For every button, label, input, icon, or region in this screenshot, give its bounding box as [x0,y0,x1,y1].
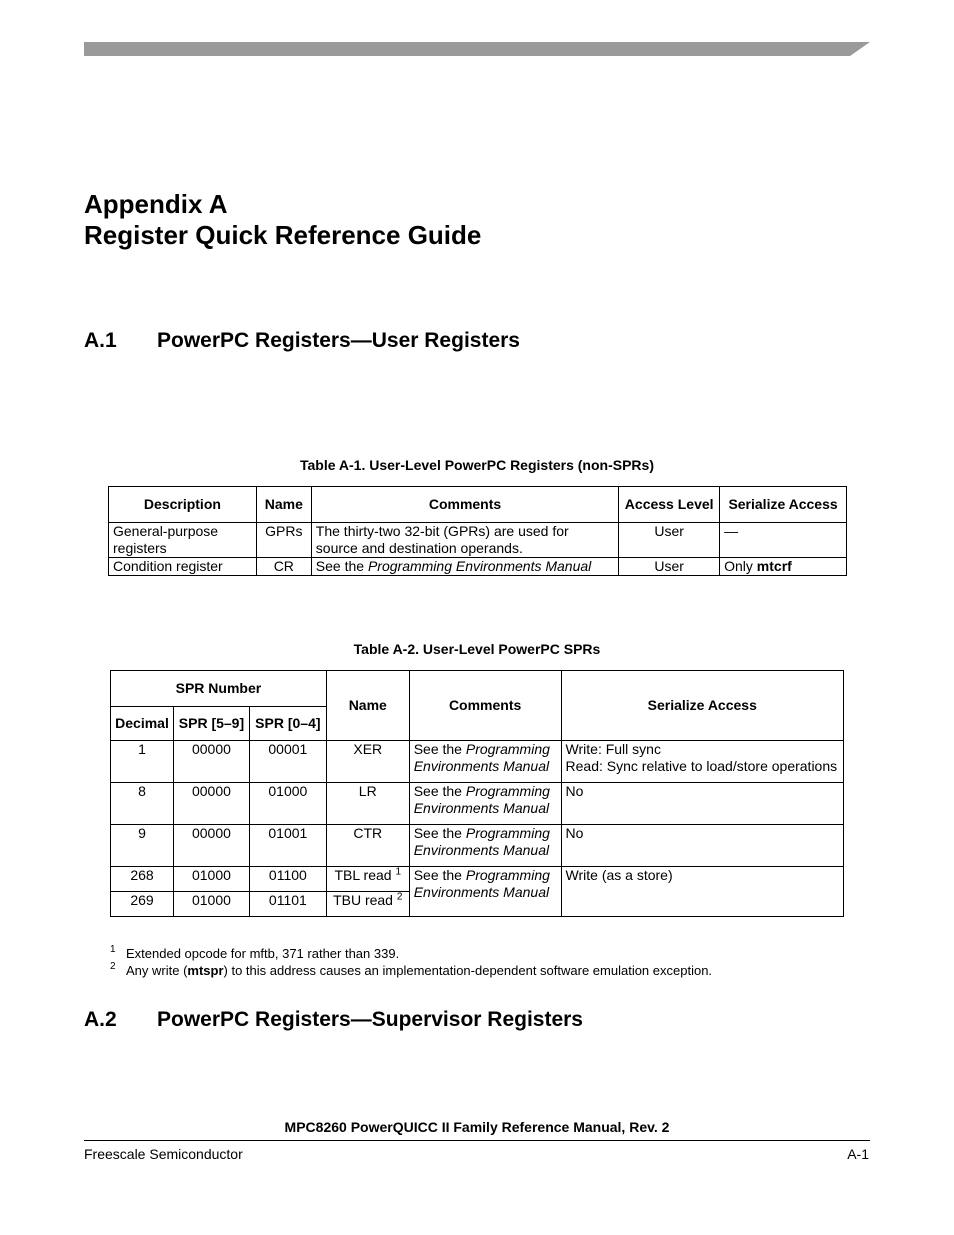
table-row [111,741,844,783]
appendix-heading: Register Quick Reference Guide [84,220,482,250]
company-name: Freescale Semiconductor [84,1146,243,1162]
manual-reference: Programming [465,783,550,799]
table1-caption: Table A-1. User-Level PowerPC Registers (non-SPRs) [300,457,654,473]
footnote-text: ) to this address causes an implementation-dependent software emulation exception. [223,963,713,978]
manual-reference: Programming [465,741,550,757]
table-user-sprs [110,670,844,917]
col-header: Comments [311,487,618,523]
cell-name: XER [326,741,409,783]
cell-name [326,867,409,892]
page-number: A-1 [847,1146,869,1162]
col-header: Serialize Access [720,487,847,523]
cell-spr04: 00001 [249,741,326,783]
cell-decimal: 269 [111,892,174,917]
instruction-name: mtspr [187,963,224,978]
cell-spr59: 00000 [173,741,249,783]
cell-spr04: 01001 [249,825,326,867]
section-a2-heading [84,1007,583,1033]
cell-name [326,892,409,917]
cell-spr04: 01100 [249,867,326,892]
manual-reference: Programming Environments Manual [367,558,592,574]
section-number: A.1 [84,329,117,352]
cell-serialize: Write (as a store) [561,867,843,917]
col-header-spr04: SPR [0–4] [249,707,326,741]
col-header: Description [109,487,257,523]
serialize-line: Write: Full sync [565,741,661,757]
table2-caption: Table A-2. User-Level PowerPC SPRs [353,641,601,657]
comment-prefix: See the [413,825,466,841]
cell-name: CTR [326,825,409,867]
col-header-serialize: Serialize Access [561,671,843,741]
register-name: TBL read [334,867,392,883]
section-number: A.2 [84,1008,117,1031]
cell-serialize: — [720,523,847,558]
cell-name: CR [256,558,311,576]
cell-description: General-purpose registers [109,523,257,558]
cell-decimal: 268 [111,867,174,892]
footnote [110,946,399,962]
register-name: TBU read [333,892,393,908]
table-row [111,825,844,867]
footnote-marker: 2 [110,961,116,972]
cell-serialize [561,741,843,783]
manual-reference: Environments Manual [413,842,550,858]
manual-title: MPC8260 PowerQUICC II Family Reference Manual, Rev. 2 [284,1119,670,1135]
cell-decimal: 1 [111,741,174,783]
col-header-decimal: Decimal [111,707,174,741]
cell-name: LR [326,783,409,825]
manual-reference: Programming [465,867,550,883]
cell-spr59: 00000 [173,825,249,867]
table-row [109,523,847,558]
table-header-row [111,671,844,707]
cell-access: User [619,523,720,558]
footnote-text: Extended opcode for mftb, 371 rather than 339. [126,946,400,961]
col-header: Name [256,487,311,523]
cell-decimal: 8 [111,783,174,825]
section-title: PowerPC Registers—User Registers [157,329,520,352]
appendix-title [84,189,481,251]
footer-divider [84,1140,870,1141]
serialize-prefix: Only [724,558,757,574]
cell-name: GPRs [256,523,311,558]
manual-reference: Environments Manual [413,758,550,774]
cell-comments [409,783,561,825]
table-header-row [109,487,847,523]
table-row [109,558,847,576]
cell-comments: The thirty-two 32-bit (GPRs) are used for source and destination operands. [311,523,618,558]
cell-access: User [619,558,720,576]
cell-decimal: 9 [111,825,174,867]
col-header-spr59: SPR [5–9] [173,707,249,741]
col-header: Access Level [619,487,720,523]
table-row [111,783,844,825]
serialize-line: Read: Sync relative to load/store operations [565,758,838,774]
cell-comments [311,558,618,576]
cell-serialize [720,558,847,576]
cell-comments [409,741,561,783]
cell-spr04: 01101 [249,892,326,917]
comment-prefix: See the [413,867,466,883]
manual-reference: Environments Manual [413,800,550,816]
footnote-text: Any write ( [126,963,188,978]
footnote-marker: 1 [110,944,116,955]
footnote [110,963,712,979]
header-bar [84,42,870,56]
appendix-label: Appendix A [84,189,228,219]
footnote-ref: 2 [396,891,403,903]
section-title: PowerPC Registers—Supervisor Registers [157,1008,583,1031]
col-header-spr-number: SPR Number [111,671,327,707]
cell-spr59: 01000 [173,867,249,892]
cell-serialize: No [561,825,843,867]
comment-prefix: See the [315,558,368,574]
cell-comments [409,867,561,917]
col-header-comments: Comments [409,671,561,741]
manual-reference: Environments Manual [413,884,550,900]
table-user-registers [108,486,847,576]
section-a1-heading [84,328,520,354]
cell-description: Condition register [109,558,257,576]
comment-prefix: See the [413,741,466,757]
col-header-name: Name [326,671,409,741]
cell-spr59: 00000 [173,783,249,825]
instruction-name: mtcrf [756,558,792,574]
comment-prefix: See the [413,783,466,799]
cell-spr04: 01000 [249,783,326,825]
cell-comments [409,825,561,867]
manual-reference: Programming [465,825,550,841]
cell-serialize: No [561,783,843,825]
table-row [111,867,844,892]
footnote-ref: 1 [395,866,402,878]
cell-spr59: 01000 [173,892,249,917]
